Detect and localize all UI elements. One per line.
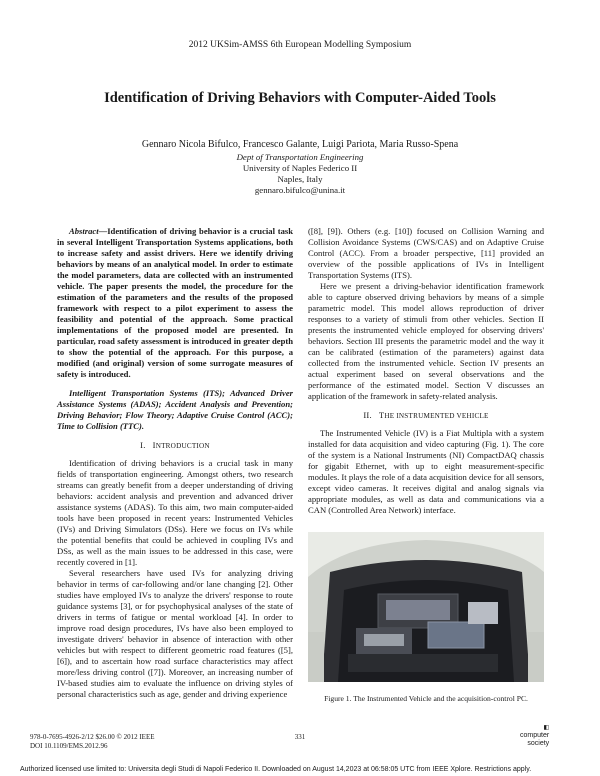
section-number: I.	[140, 440, 146, 450]
intro-paragraph-3: ([8], [9]). Others (e.g. [10]) focused on Collision Warning and Collision Avoidance Systems (CWS/CAS) and on Adaptive Cruise Control (ACC). From a broader perspective, [11] provided an overview of the possible applications of IVs in Intelligent Transportation Systems (ITS).	[308, 226, 544, 280]
city: Naples, Italy	[277, 174, 323, 184]
section-title-rest: HE INSTRUMENTED VEHICLE	[384, 412, 489, 420]
author-list: Gennaro Nicola Bifulco, Francesco Galante, Luigi Pariota, Maria Russo-Spena	[141, 139, 459, 150]
isbn-line: 978-0-7695-4926-2/12 $26.00 © 2012 IEEE	[30, 733, 155, 741]
email: gennaro.bifulco@unina.it	[254, 185, 346, 195]
section-title-first: T	[378, 410, 385, 420]
university: University of Naples Federico II	[242, 163, 358, 173]
intro-paragraph-1: Identification of driving behaviors is a crucial task in many fields of transportation engineering. Amongst others, two research streams can greatly benefit from a deeper understanding of driving behaviors: accident analysis and prevention and advanced driver assistance systems (ADAS). To this aim, two main computer-aided tools have been proposed in recent years: Instrumented Vehicles (IVs) and Driving Simulators (DSs). Here we focus on IVs while the potential benefits that could be achieved in coupling IVs and DSs, as well as the main issues to be addressed in this case, were recently covered in [1].	[57, 458, 293, 567]
abstract-text: Identification of driving behavior is a crucial task in several Intelligent Transportation Systems applications, both to increase safety and assist drivers. Here we identify driving behaviors by means of an analytical model. In order to estimate the model parameters, data are collected with an instrumented vehicle. The paper presents the model, the procedure for the estimation of the parameters and the results of the proposed framework with respect to a pilot experiment to assess the feasibility and potential of the approach. Some practical implementations of the proposed model are presented. In particular, road safety assessment is introduced in greater depth to show the potential of the approach. For this purpose, a modified (and original) version of some surrogate measures of safety is introduced.	[57, 226, 293, 379]
section-heading-introduction	[57, 440, 293, 452]
section-title-rest: NTRODUCTION	[155, 442, 210, 450]
vehicle-trunk-illustration	[308, 532, 544, 682]
section-title-first: I	[152, 440, 156, 450]
logo-line-1: computer	[520, 732, 550, 739]
section-heading-instrumented-vehicle	[308, 410, 544, 422]
logo-mark-icon: ◧	[543, 725, 550, 731]
intro-paragraph-4: Here we present a driving-behavior identification framework able to capture observed driving behaviors by means of a simple parametric model. This model allows reproduction of driver responses to a variety of stimuli from other vehicles. Section II presents the instrumented vehicle employed for observing drivers' behaviors. Section III presents the parametric model and the way it can be calibrated (estimation of the parameters) against data collected from the instrumented vehicle. Section IV presents an actual experiment based on several observations and the performance of the estimated model. Section V discusses an application of the framework in safety-related analysis.	[308, 281, 544, 401]
figure-1-photo	[308, 532, 544, 682]
left-column	[57, 226, 293, 700]
intro-paragraph-2: Several researchers have used IVs for analyzing driving behavior in terms of car-following and/or lane changing [2]. Other studies have employed IVs to analyze the drivers' response to route guidance systems [3], or for psychophysical analyses of the state of drivers in terms of fatigue or mental workload [4]. In order to improve road design procedures, IVs have also been employed to investigate drivers' behavior in absence of interaction with other vehicles but with respect to different geometric road features ([5], [6]), and to ascertain how road surface characteristics may affect more/less driving control ([7]). Moreover, an increasing number of IV-based studies aim to evaluate the influence on driving styles of personal characteristics such as age, gender and driving experience	[57, 568, 293, 699]
right-column	[308, 226, 544, 516]
figure-1-caption: Figure 1. The Instrumented Vehicle and the acquisition-control PC.	[324, 694, 528, 703]
section-number: II.	[363, 410, 372, 420]
doi-line: DOI 10.1109/EMS.2012.96	[30, 741, 108, 750]
paper-title: Identification of Driving Behaviors with Computer-Aided Tools	[104, 90, 496, 106]
abstract	[57, 226, 293, 380]
conference-header: 2012 UKSim-AMSS 6th European Modelling Symposium	[188, 40, 412, 50]
department: Dept of Transportation Engineering	[236, 152, 364, 162]
logo-line-2: society	[527, 740, 550, 747]
page-number: 331	[294, 733, 306, 741]
affiliation	[0, 152, 600, 196]
authorized-use-notice: Authorized licensed use limited to: Universita degli Studi di Napoli Federico II. Downloaded on August 14,2023 at 06:58:05 UTC from IEEE Xplore. Restrictions apply.	[20, 766, 532, 773]
abstract-lead: Abstract—	[69, 226, 108, 236]
vehicle-paragraph-1: The Instrumented Vehicle (IV) is a Fiat Multipla with a system installed for data acquisition and video capturing (Fig. 1). The core of the system is a National Instruments (NI) CompactDAQ chassis for gigabit Ethernet, with up to eight measurement-specific modules. It plays the role of a data acquisition device for all sensors, except video cameras. It receives digital and analog signals via appropriate modules, as well as data and communications via a CAN (Controlled Area Network) interface.	[308, 428, 544, 515]
computer-society-logo	[520, 724, 549, 748]
keywords: Intelligent Transportation Systems (ITS); Advanced Driver Assistance Systems (ADAS); Accident Analysis and Prevention; Driving Behavior; Flow Theory; Adaptive Cruise Control (ACC); Time to Collision (TTC).	[57, 388, 293, 431]
